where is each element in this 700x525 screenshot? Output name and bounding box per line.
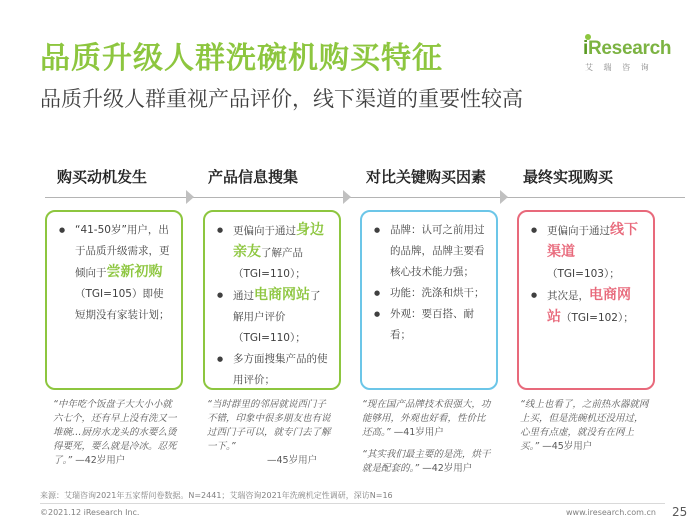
page-number: 25	[672, 505, 688, 519]
page-subtitle: 品质升级人群重视产品评价，线下渠道的重要性较高	[40, 87, 523, 111]
list-item: ● 多方面搜集产品的使用评价；	[217, 349, 329, 391]
website-link: www.iresearch.com.cn	[566, 508, 656, 517]
step-label-2: 产品信息搜集	[208, 168, 299, 186]
chevron-right-icon	[500, 190, 508, 204]
user-quote-5: “线上也看了，之前热水器就网上买，但是洗碗机还没用过，心里有点虚，就没有在网上买。” —45岁用户	[520, 399, 649, 452]
highlight-text: 线下渠道	[547, 222, 638, 260]
list-item: ● 更偏向于通过线下渠道（TGI=103）；	[531, 220, 643, 285]
list-item: ● 功能：洗涤和烘干；	[374, 283, 486, 304]
page-title: 品质升级人群洗碗机购买特征	[40, 41, 443, 76]
step-label-4: 最终实现购买	[523, 168, 614, 186]
card-final-purchase	[517, 210, 655, 390]
step-label-3: 对比关键购买因素	[366, 168, 487, 186]
highlight-text: 电商网站	[547, 287, 631, 325]
chevron-right-icon	[343, 190, 351, 204]
chevron-right-icon	[186, 190, 194, 204]
quote-author: —45岁用户	[542, 441, 593, 452]
list-item: ● 外观：要百搭、耐看；	[374, 304, 486, 346]
copyright-text: ©2021.12 iResearch Inc.	[40, 508, 140, 517]
iresearch-logo	[575, 38, 670, 82]
list-item: ● 其次是，电商网站（TGI=102）；	[531, 285, 643, 329]
list-item: ● 更偏向于通过身边亲友了解产品（TGI=110）；	[217, 220, 329, 285]
highlight-text: 电商网站	[254, 287, 310, 303]
footer-divider	[40, 503, 665, 504]
quote-author: —45岁用户	[267, 455, 318, 466]
card-key-factors	[360, 210, 498, 390]
list-item: ● 通过电商网站了解用户评价（TGI=110）；	[217, 285, 329, 349]
quote-author: —41岁用户	[393, 427, 444, 438]
quote-author: —42岁用户	[75, 455, 126, 466]
step-label-1: 购买动机发生	[57, 168, 148, 186]
user-quote-1: “中年吃个饭盘子大大小小就六七个，还有早上没有洗又一堆碗…厨房水龙头的水要么烫得要死，要么就是冷冰。忍死了。” —42岁用户	[53, 399, 177, 466]
card-purchase-motive	[45, 210, 183, 390]
process-arrow-line	[45, 197, 685, 198]
quote-author: —42岁用户	[422, 463, 473, 474]
user-quote-2: “当时群里的邻居就说西门子不错，印象中很多朋友也有说过西门子可以，就专门去了解一下。” —45岁用户	[207, 399, 331, 466]
logo-wordmark: iResearch	[583, 38, 672, 59]
list-item: ● “41-50岁”用户，出于品质升级需求，更倾向于尝新初购（TGI=105）即使短期没有家装计划；	[59, 220, 171, 326]
user-quote-4: “其实我们最主要的是洗，烘干就是配套的。” —42岁用户	[362, 449, 491, 474]
source-note: 来源：艾瑞咨询2021年五家帮问卷数据。N=2441；艾瑞咨询2021年洗碗机定性调研，深访N=16	[40, 491, 393, 500]
list-item: ● 品牌：认可之前用过的品牌，品牌主要看核心技术能力强；	[374, 220, 486, 283]
user-quote-3: “现在国产品牌技术很强大，功能够用，外观也好看，性价比还高。” —41岁用户	[362, 399, 491, 438]
highlight-text: 尝新初购	[106, 264, 163, 280]
card-info-search	[203, 210, 341, 390]
logo-chinese-name: 艾 瑞 咨 询	[585, 63, 653, 72]
highlight-text: 身边亲友	[233, 222, 324, 260]
